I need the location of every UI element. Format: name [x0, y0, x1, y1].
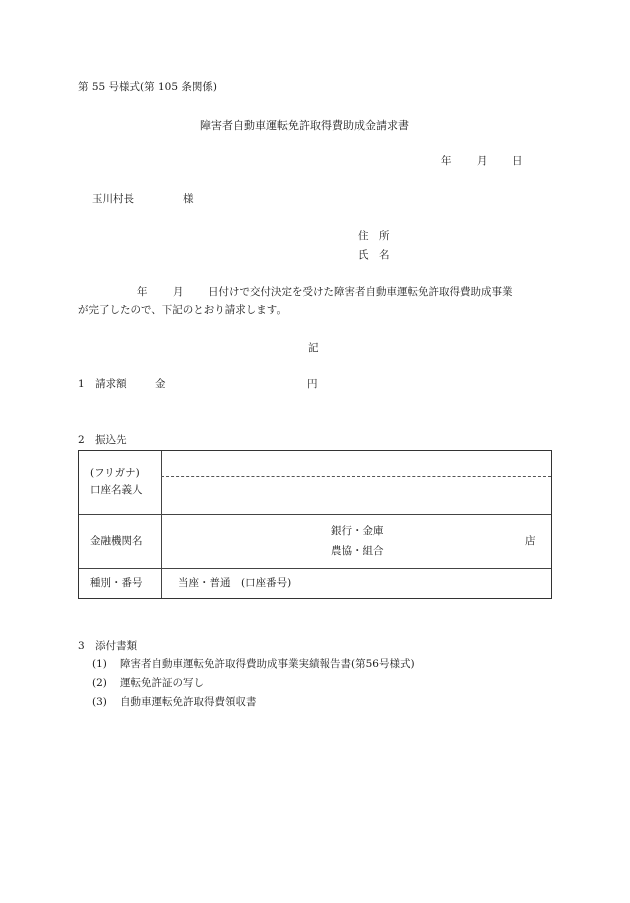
kana-divider	[161, 476, 551, 477]
addressee-honorific: 様	[183, 193, 194, 205]
form-number: 第 55 号様式(第 105 条関係)	[78, 81, 217, 93]
bank-type-bank: 銀行・金庫	[331, 525, 384, 537]
body-year: 年	[137, 286, 148, 298]
attachment-num: (3)	[92, 696, 107, 708]
account-type-value: 当座・普通 (口座番号)	[178, 577, 292, 589]
bank-type-coop: 農協・組合	[331, 545, 384, 557]
body-month: 月	[173, 286, 184, 298]
date-day: 日	[512, 155, 523, 167]
name-label: 氏 名	[358, 249, 390, 261]
claim-kin: 金	[155, 378, 166, 390]
attachment-num: (1)	[92, 658, 107, 670]
body-line2: が完了したので、下記のとおり請求します。	[78, 304, 287, 316]
account-holder-label: 口座名義人	[90, 484, 143, 496]
document-title: 障害者自動車運転免許取得費助成金請求書	[200, 119, 409, 132]
attachment-num: (2)	[92, 677, 107, 689]
ki-heading: 記	[308, 342, 319, 354]
row-divider-1	[79, 514, 551, 515]
transfer-heading: 2 振込先	[78, 434, 127, 446]
attachment-text: 障害者自動車運転免許取得費助成事業実績報告書(第56号様式)	[120, 658, 415, 670]
account-holder-field[interactable]	[163, 478, 551, 512]
transfer-table	[78, 450, 552, 599]
date-year: 年	[441, 155, 452, 167]
attachment-text: 運転免許証の写し	[120, 677, 204, 689]
date-month: 月	[477, 155, 488, 167]
account-type-label: 種別・番号	[90, 577, 143, 589]
kana-label: (フリガナ)	[90, 467, 140, 479]
attachment-text: 自動車運転免許取得費領収書	[120, 696, 257, 708]
claim-yen: 円	[307, 378, 318, 390]
row-divider-2	[79, 568, 551, 569]
table-column-divider	[161, 451, 162, 598]
attachments-heading: 3 添付書類	[78, 640, 138, 652]
address-label: 住 所	[358, 230, 390, 242]
body-line1: 日付けで交付決定を受けた障害者自動車運転免許取得費助成事業	[208, 286, 513, 298]
addressee-name: 玉川村長	[92, 193, 134, 205]
branch-label: 店	[525, 535, 536, 547]
bank-name-label: 金融機関名	[90, 535, 143, 547]
claim-amount-label: 1 請求額	[78, 378, 127, 390]
